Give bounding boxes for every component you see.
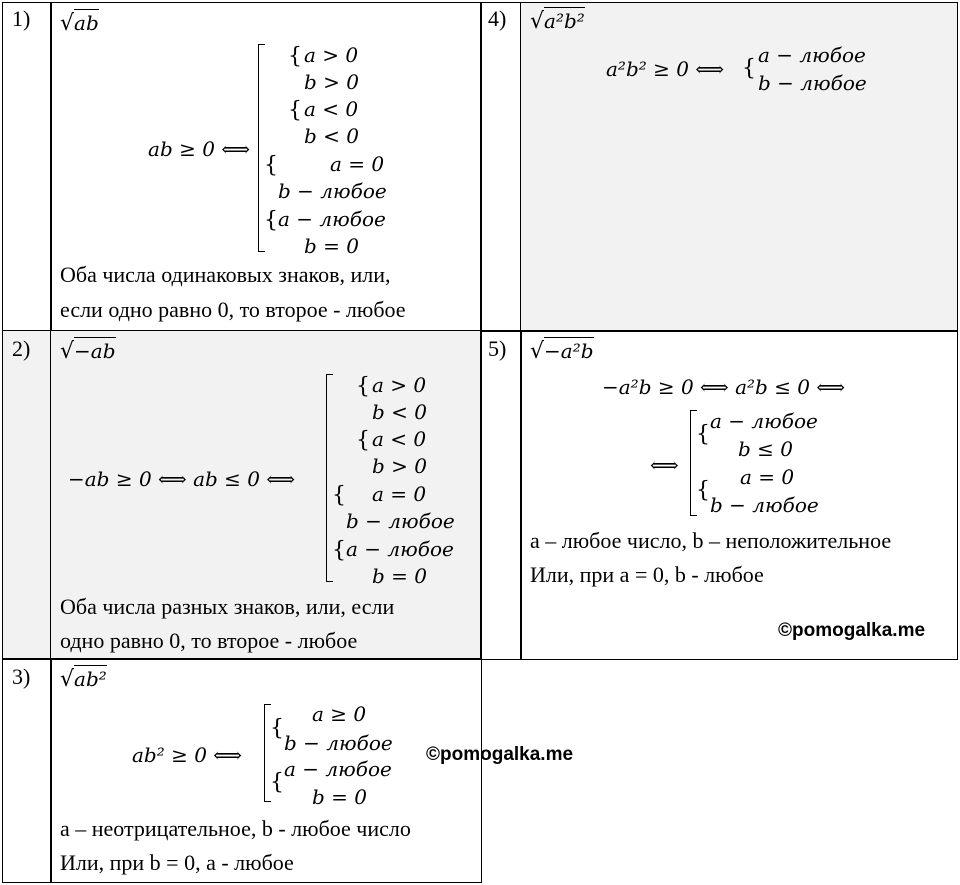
equivalence-lhs-4: a²b² ≥ 0 ⟺ bbox=[606, 57, 724, 81]
system-1b-line2: b < 0 bbox=[304, 124, 359, 148]
content-cell-4 bbox=[520, 2, 958, 332]
num-cell-3 bbox=[2, 658, 52, 883]
equivalence-line-5: −a²b ≥ 0 ⟺ a²b ≤ 0 ⟺ bbox=[602, 375, 846, 399]
row-number-5: 5) bbox=[488, 336, 507, 361]
system-brace-1a: { bbox=[288, 44, 302, 69]
system-brace-1b: { bbox=[288, 98, 302, 123]
system-1d-line1: a − любое bbox=[278, 207, 386, 231]
num-cell-5 bbox=[480, 330, 522, 660]
root-expression-5: √−a²b bbox=[530, 339, 594, 364]
equivalence-lhs-3: ab² ≥ 0 ⟺ bbox=[132, 743, 242, 767]
system-2c-line1: a = 0 bbox=[372, 482, 427, 506]
system-2a-line1: a > 0 bbox=[372, 373, 427, 397]
equivalence-lhs-5: ⟺ bbox=[650, 453, 679, 477]
root-expression-3: √ab² bbox=[60, 667, 107, 692]
system-5b-line1: a = 0 bbox=[740, 465, 795, 489]
system-brace-2c: { bbox=[332, 483, 346, 508]
system-1a-line1: a > 0 bbox=[304, 43, 359, 67]
watermark-1: ©pomogalka.me bbox=[778, 620, 926, 641]
system-1b-line1: a < 0 bbox=[304, 97, 359, 121]
root-expression-2: √−ab bbox=[60, 339, 116, 364]
row-number-1: 1) bbox=[12, 6, 31, 31]
system-brace-3b: { bbox=[270, 770, 284, 795]
system-brace-3a: { bbox=[270, 716, 284, 741]
system-5b-line2: b − любое bbox=[710, 493, 819, 517]
system-1c-line2: b − любое bbox=[278, 179, 387, 203]
row-number-4: 4) bbox=[488, 6, 507, 31]
system-3a-line2: b − любое bbox=[284, 731, 393, 755]
system-2c-line2: b − любое bbox=[346, 509, 455, 533]
system-2d-line2: b = 0 bbox=[372, 564, 427, 588]
system-3a-line1: a ≥ 0 bbox=[312, 702, 367, 726]
note-5-line1: a – любое число, b – неположительное bbox=[530, 528, 892, 553]
equivalence-lhs-1: ab ≥ 0 ⟺ bbox=[148, 137, 250, 161]
system-5a-line1: a − любое bbox=[710, 409, 818, 433]
root-expression-1: √ab bbox=[60, 11, 99, 36]
system-brace-1c: { bbox=[264, 153, 278, 178]
note-2-line1: Оба числа разных знаков, или, если bbox=[60, 594, 395, 619]
note-1-line2: если одно равно 0, то второе - любое bbox=[60, 297, 406, 322]
system-3b-line2: b = 0 bbox=[312, 785, 367, 809]
system-brace-2d: { bbox=[332, 538, 346, 563]
note-2-line2: одно равно 0, то второе - любое bbox=[60, 628, 358, 653]
system-1c-line1: a = 0 bbox=[330, 152, 385, 176]
root-expression-4: √a²b² bbox=[530, 9, 585, 34]
system-2d-line1: a − любое bbox=[346, 537, 454, 561]
system-2b-line1: a < 0 bbox=[372, 427, 427, 451]
row-number-2: 2) bbox=[12, 336, 31, 361]
system-3b-line1: a − любое bbox=[284, 757, 392, 781]
system-4-line2: b − любое bbox=[758, 71, 867, 95]
system-brace-4: { bbox=[742, 56, 756, 81]
note-3-line1: a – неотрицательное, b - любое число bbox=[60, 816, 411, 841]
system-brace-5a: { bbox=[696, 422, 710, 447]
system-1a-line2: b > 0 bbox=[304, 70, 359, 94]
equivalence-lhs-2: −ab ≥ 0 ⟺ ab ≤ 0 ⟺ bbox=[68, 467, 296, 491]
watermark-2: ©pomogalka.me bbox=[426, 744, 574, 765]
system-2a-line2: b < 0 bbox=[372, 400, 427, 424]
system-brace-1d: { bbox=[264, 208, 278, 233]
system-5a-line2: b ≤ 0 bbox=[738, 437, 793, 461]
system-brace-2a: { bbox=[356, 374, 370, 399]
note-5-line2: Или, при a = 0, b - любое bbox=[530, 562, 764, 587]
num-cell-2 bbox=[2, 330, 52, 660]
row-number-3: 3) bbox=[12, 664, 31, 689]
system-1d-line2: b = 0 bbox=[304, 234, 359, 258]
num-cell-4 bbox=[480, 2, 522, 332]
num-cell-1 bbox=[2, 2, 52, 332]
note-1-line1: Оба числа одинаковых знаков, или, bbox=[60, 262, 391, 287]
note-3-line2: Или, при b = 0, a - любое bbox=[60, 850, 294, 875]
system-2b-line2: b > 0 bbox=[372, 454, 427, 478]
system-4-line1: a − любое bbox=[758, 43, 866, 67]
system-brace-2b: { bbox=[356, 428, 370, 453]
system-brace-5b: { bbox=[696, 478, 710, 503]
